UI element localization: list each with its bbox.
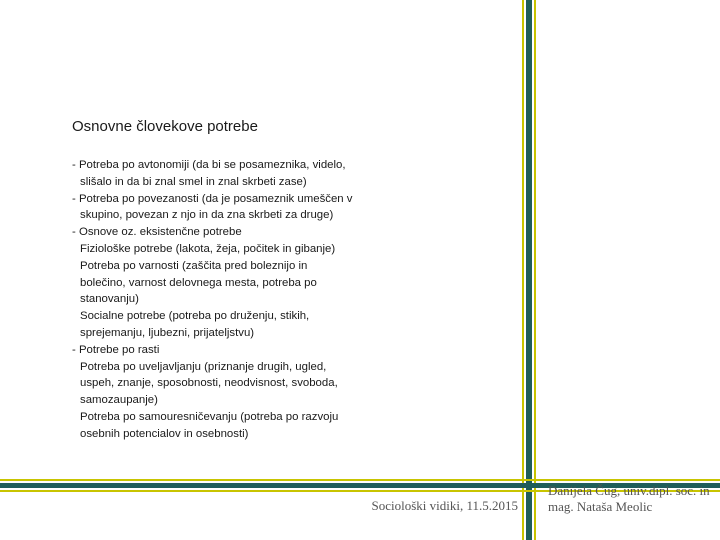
- decorative-stripe-yellow-right: [534, 0, 536, 540]
- content-line: Socialne potrebe (potreba po druženju, stikih,: [80, 310, 310, 323]
- content-line: samozaupanje): [80, 394, 158, 407]
- footer-author: [548, 483, 720, 515]
- content-line: Potreba po samouresničevanju (potreba po razvoju: [80, 410, 339, 423]
- content-line: - Potrebe po rasti: [72, 343, 160, 356]
- content-line: - Potreba po povezanosti (da je posameznik umeščen v: [72, 192, 353, 205]
- content-list: [72, 157, 392, 443]
- content-line: skupino, povezan z njo in da zna skrbeti za druge): [80, 209, 334, 222]
- content-line: sprejemanju, ljubezni, prijateljstvu): [80, 326, 255, 339]
- content-line: uspeh, znanje, sposobnosti, neodvisnost, svoboda,: [80, 377, 338, 390]
- content-line: Potreba po uveljavljanju (priznanje drugih, ugled,: [80, 360, 327, 373]
- content-line: slišalo in da bi znal smel in znal skrbeti zase): [80, 175, 307, 188]
- content-line: Fiziološke potrebe (lakota, žeja, počitek in gibanje): [80, 242, 336, 255]
- content-line: osebnih potencialov in osebnosti): [80, 427, 249, 440]
- content-line: Potreba po varnosti (zaščita pred boleznijo in: [80, 259, 308, 272]
- slide-title: Osnovne človekove potrebe: [72, 118, 258, 135]
- footer-center-text: Sociološki vidiki, 11.5.2015: [371, 498, 518, 513]
- decorative-stripe-yellow-left: [522, 0, 524, 540]
- content-line: - Osnove oz. eksistenčne potrebe: [72, 226, 242, 239]
- content-line: bolečino, varnost delovnega mesta, potreba po: [80, 276, 317, 289]
- content-line: - Potreba po avtonomiji (da bi se posameznika, videlo,: [72, 159, 346, 171]
- decorative-stripe-teal-vertical: [526, 0, 532, 540]
- content-line: stanovanju): [80, 293, 139, 306]
- decorative-stripe-yellow-top: [0, 479, 720, 481]
- footer-author-line-1: Danijela Čug, univ.dipl. soc. in: [548, 483, 710, 498]
- footer-author-line-2: mag. Nataša Meolic: [548, 499, 653, 514]
